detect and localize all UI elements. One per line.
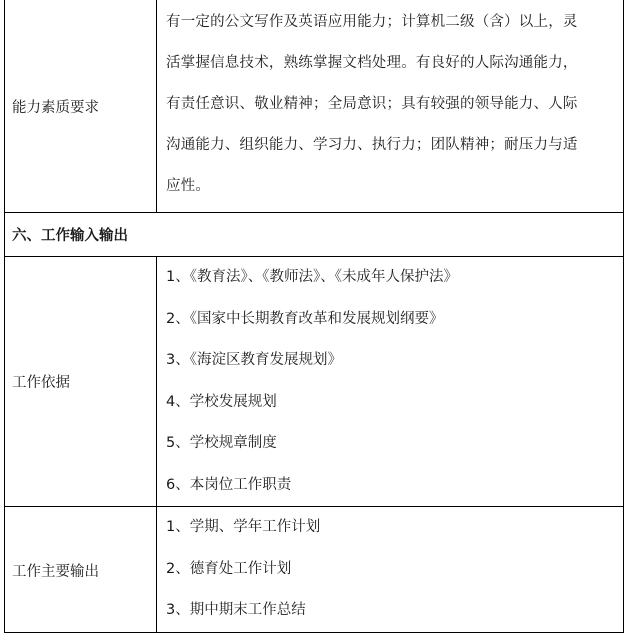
ability-line: 有一定的公文写作及英语应用能力；计算机二级（含）以上，灵	[166, 14, 578, 30]
basis-label: 工作依据	[5, 257, 157, 506]
ability-line: 有责任意识、敬业精神；全局意识；具有较强的领导能力、人际	[166, 96, 578, 112]
list-item: 1、《教育法》、《教师法》、《未成年人保护法》	[166, 269, 458, 285]
list-item: 4、学校发展规划	[166, 393, 277, 410]
ability-line: 活掌握信息技术，熟练掌握文档处理。有良好的人际沟通能力，	[166, 55, 578, 71]
outputs-label: 工作主要输出	[5, 507, 157, 633]
ability-line: 应性。	[166, 178, 211, 194]
ability-paragraph	[166, 2, 615, 207]
ability-label: 能力素质要求	[5, 0, 157, 212]
outputs-list	[166, 507, 615, 632]
ability-line: 沟通能力、组织能力、学习力、执行力；团队精神；耐压力与适	[166, 137, 578, 153]
list-item: 6、本岗位工作职责	[166, 476, 292, 493]
basis-content	[157, 257, 623, 506]
list-item: 2、《国家中长期教育改革和发展规划纲要》	[166, 310, 444, 327]
list-item: 1、学期、学年工作计划	[166, 519, 321, 535]
basis-row	[5, 256, 623, 506]
section-title: 六、工作输入输出	[5, 213, 623, 256]
list-item: 3、《海淀区教育发展规划》	[166, 352, 342, 368]
list-item: 3、期中期末工作总结	[166, 602, 306, 618]
basis-list	[166, 257, 615, 506]
list-item: 2、德育处工作计划	[166, 560, 292, 577]
outputs-row	[5, 506, 623, 633]
section-heading-row	[5, 212, 623, 256]
outputs-content	[157, 507, 623, 633]
list-item: 5、学校规章制度	[166, 435, 277, 451]
ability-row	[5, 0, 623, 212]
document-table	[4, 0, 624, 633]
ability-content	[157, 0, 623, 212]
